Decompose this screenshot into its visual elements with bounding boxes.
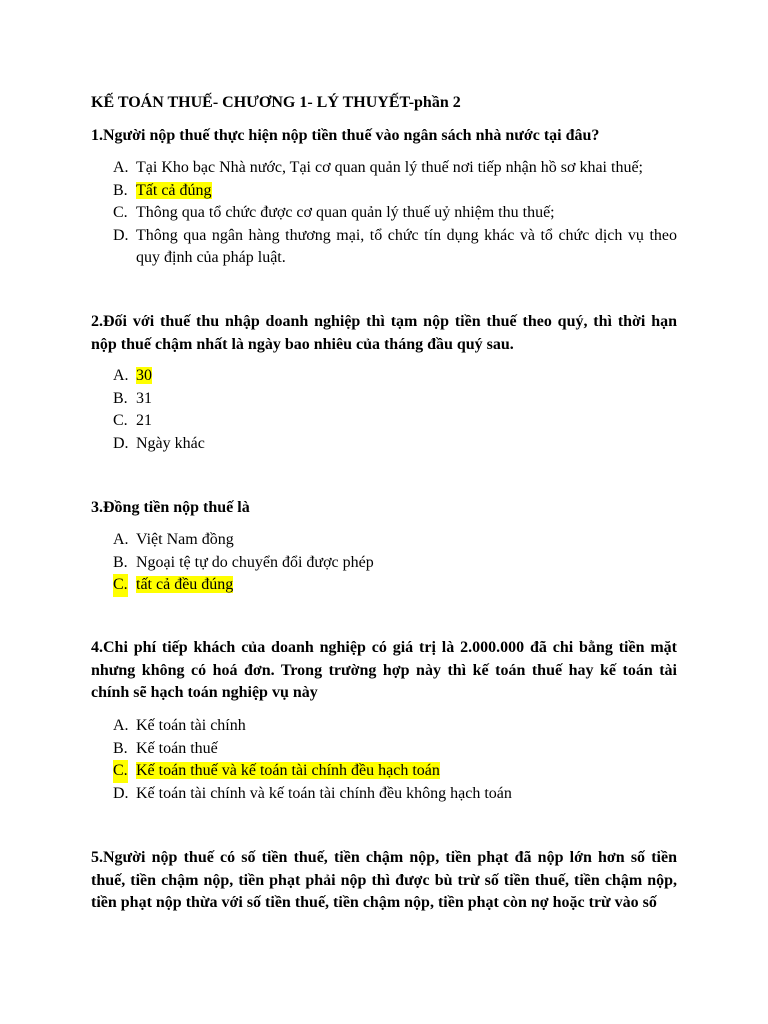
option-letter: A. [113,159,129,176]
option-4a [91,715,677,738]
document-title: KẾ TOÁN THUẾ- CHƯƠNG 1- LÝ THUYẾT-phần 2 [91,94,461,111]
question-3-options [91,529,677,597]
option-letter: A. [113,717,129,734]
question-5: 5.Người nộp thuế có số tiền thuế, tiền chậm nộp, tiền phạt đã nộp lớn hơn số tiền thuế, tiền chậm nộp, tiền phạt phải nộp thì được bù trừ số tiền thuế, tiền chậm nộp, tiền phạt nộp thừa với số tiền thuế, tiền chậm nộp, tiền phạt còn nợ hoặc trừ vào số [91,849,677,912]
question-4: 4.Chi phí tiếp khách của doanh nghiệp có giá trị là 2.000.000 đã chi bằng tiền mặt nhưng không có hoá đơn. Trong trường hợp này thì kế toán thuế hay kế toán tài chính sẽ hạch toán nghiệp vụ này [91,639,677,702]
option-text: Kế toán tài chính [136,717,246,734]
option-letter: D. [113,784,129,802]
option-letter: B. [113,739,128,757]
option-letter: D. [113,226,129,244]
option-text-highlighted: Tất cả đúng [136,181,212,199]
option-3b [91,552,677,575]
option-letter: A. [113,531,129,548]
option-letter: C. [113,412,128,430]
option-text: Thông qua ngân hàng thương mại, tổ chức tín dụng khác và tổ chức dịch vụ theo quy định của pháp luật. [136,226,677,267]
option-4b [91,738,677,761]
option-text: 31 [136,389,152,407]
option-letter: C. [113,204,128,222]
option-3c [91,574,677,597]
option-text: Kế toán thuế [136,739,218,757]
question-2-options [91,365,677,455]
option-4d [91,783,677,806]
option-text: Tại Kho bạc Nhà nước, Tại cơ quan quản lý thuế nơi tiếp nhận hồ sơ khai thuế; [136,159,643,176]
option-1a [91,157,677,180]
option-letter: A. [113,367,129,384]
option-letter: D. [113,434,129,452]
option-text-highlighted: tất cả đều đúng [136,576,234,594]
option-1d [91,225,677,270]
question-4-options [91,715,677,805]
option-text-highlighted: Kế toán thuế và kế toán tài chính đều hạch toán [136,762,440,780]
option-text: Thông qua tổ chức được cơ quan quản lý thuế uỷ nhiệm thu thuế; [136,204,555,222]
option-letter: B. [113,389,128,407]
option-text: Ngoại tệ tự do chuyển đổi được phép [136,553,374,571]
option-1c [91,202,677,225]
question-1-options [91,157,677,270]
option-text: 21 [136,412,152,430]
option-text-highlighted: 30 [136,367,152,384]
option-3a [91,529,677,552]
option-2b [91,388,677,411]
option-4c [91,760,677,783]
option-letter: B. [113,553,128,571]
question-1: 1.Người nộp thuế thực hiện nộp tiền thuế vào ngân sách nhà nước tại đâu? [91,127,600,144]
option-text: Ngày khác [136,434,205,452]
option-2d [91,433,677,456]
option-letter: B. [113,181,128,199]
option-2a [91,365,677,388]
question-2: 2.Đối với thuế thu nhập doanh nghiệp thì tạm nộp tiền thuế theo quý, thì thời hạn nộp thuế chậm nhất là ngày bao nhiêu của tháng đầu quý sau. [91,313,677,353]
option-letter: C. [113,760,128,783]
question-3: 3.Đồng tiền nộp thuế là [91,499,250,516]
option-2c [91,410,677,433]
option-1b [91,180,677,203]
option-text: Việt Nam đồng [136,531,234,548]
option-text: Kế toán tài chính và kế toán tài chính đều không hạch toán [136,784,512,802]
option-letter: C. [113,574,128,597]
